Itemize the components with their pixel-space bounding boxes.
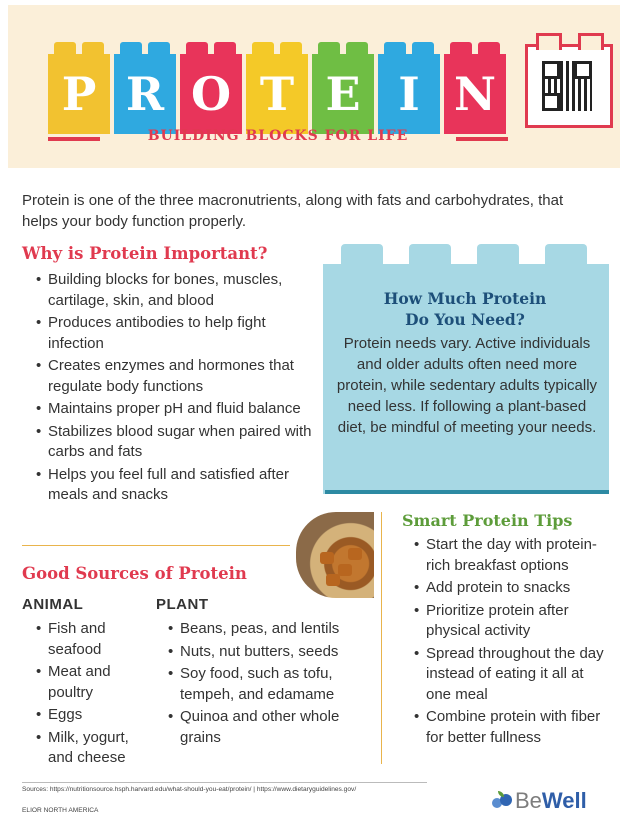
title-block <box>312 54 374 134</box>
title-letter: T <box>259 67 295 121</box>
title-letter: P <box>61 67 97 121</box>
list-item: • Eggs <box>36 705 156 726</box>
title-block <box>246 54 308 134</box>
tips-list <box>414 535 610 750</box>
blueberry-icon <box>492 791 512 811</box>
logo-well: Well <box>541 788 587 813</box>
title-letter: R <box>125 67 165 121</box>
list-item: • Creates enzymes and hormones that regulate body functions <box>36 356 316 397</box>
why-protein-list <box>36 270 316 508</box>
title-letter: N <box>453 67 497 121</box>
title-letter: E <box>325 67 361 121</box>
list-item: • Start the day with protein-rich breakfast options <box>414 535 610 576</box>
how-much-body: Protein needs vary. Active individuals and older adults often need more protein, while sedentary adults typically need less. If following a plant-based diet, be mindful of meeting your needs. <box>336 335 598 436</box>
list-item: • Soy food, such as tofu, tempeh, and edamame <box>168 664 368 705</box>
why-protein-heading: Why is Protein Important? <box>22 244 268 263</box>
list-item: • Helps you feel full and satisfied after meals and snacks <box>36 465 316 506</box>
list-item: • Combine protein with fiber for better fullness <box>414 707 610 748</box>
how-much-heading-line2: Do You Need? <box>405 310 525 329</box>
list-item: • Fish and seafood <box>36 619 156 660</box>
title-letter: O <box>190 67 232 121</box>
animal-sources-list <box>36 619 156 771</box>
list-item: • Prioritize protein after physical activity <box>414 601 610 642</box>
plant-sources-list <box>168 619 368 750</box>
list-item: • Milk, yogurt, and cheese <box>36 728 156 769</box>
how-much-heading-line1: How Much Protein <box>383 289 547 308</box>
animal-heading: ANIMAL <box>22 596 84 613</box>
logo-be: Be <box>515 788 542 813</box>
subtitle: BUILDING BLOCKS FOR LIFE <box>147 128 409 144</box>
credit-text: ELIOR NORTH AMERICA <box>22 807 99 814</box>
title-block <box>180 54 242 134</box>
list-item: • Beans, peas, and lentils <box>168 619 368 640</box>
qr-code-icon[interactable] <box>542 61 592 111</box>
list-item: • Maintains proper pH and fluid balance <box>36 399 316 420</box>
how-much-heading <box>330 288 600 330</box>
tofu-bowl-image <box>296 512 374 598</box>
intro-text: Protein is one of the three macronutrients, along with fats and carbohydrates, that helps your body function properly. <box>22 192 564 230</box>
list-item: • Produces antibodies to help fight infection <box>36 313 316 354</box>
qr-code-block[interactable] <box>525 44 613 128</box>
list-item: • Meat and poultry <box>36 662 156 703</box>
list-item: • Quinoa and other whole grains <box>168 707 368 748</box>
list-item: • Building blocks for bones, muscles, cartilage, skin, and blood <box>36 270 316 311</box>
sources-text: Sources: https://nutritionsource.hsph.harvard.edu/what-should-you-eat/protein/ | https://www.dietaryguidelines.gov/ <box>22 786 357 793</box>
footer-rule <box>22 782 427 783</box>
column-divider <box>381 512 382 764</box>
good-sources-heading: Good Sources of Protein <box>22 564 247 583</box>
title-block <box>378 54 440 134</box>
section-divider <box>22 545 290 546</box>
list-item: • Nuts, nut butters, seeds <box>168 642 368 663</box>
title-block <box>114 54 176 134</box>
bewell-logo <box>492 788 587 814</box>
title-block <box>48 54 110 134</box>
plant-heading: PLANT <box>156 596 209 613</box>
list-item: • Stabilizes blood sugar when paired with carbs and fats <box>36 422 316 463</box>
tips-heading: Smart Protein Tips <box>402 511 573 530</box>
list-item: • Spread throughout the day instead of eating it all at one meal <box>414 644 610 706</box>
title-letter: I <box>398 67 420 121</box>
title-block <box>444 54 506 134</box>
list-item: • Add protein to snacks <box>414 578 610 599</box>
